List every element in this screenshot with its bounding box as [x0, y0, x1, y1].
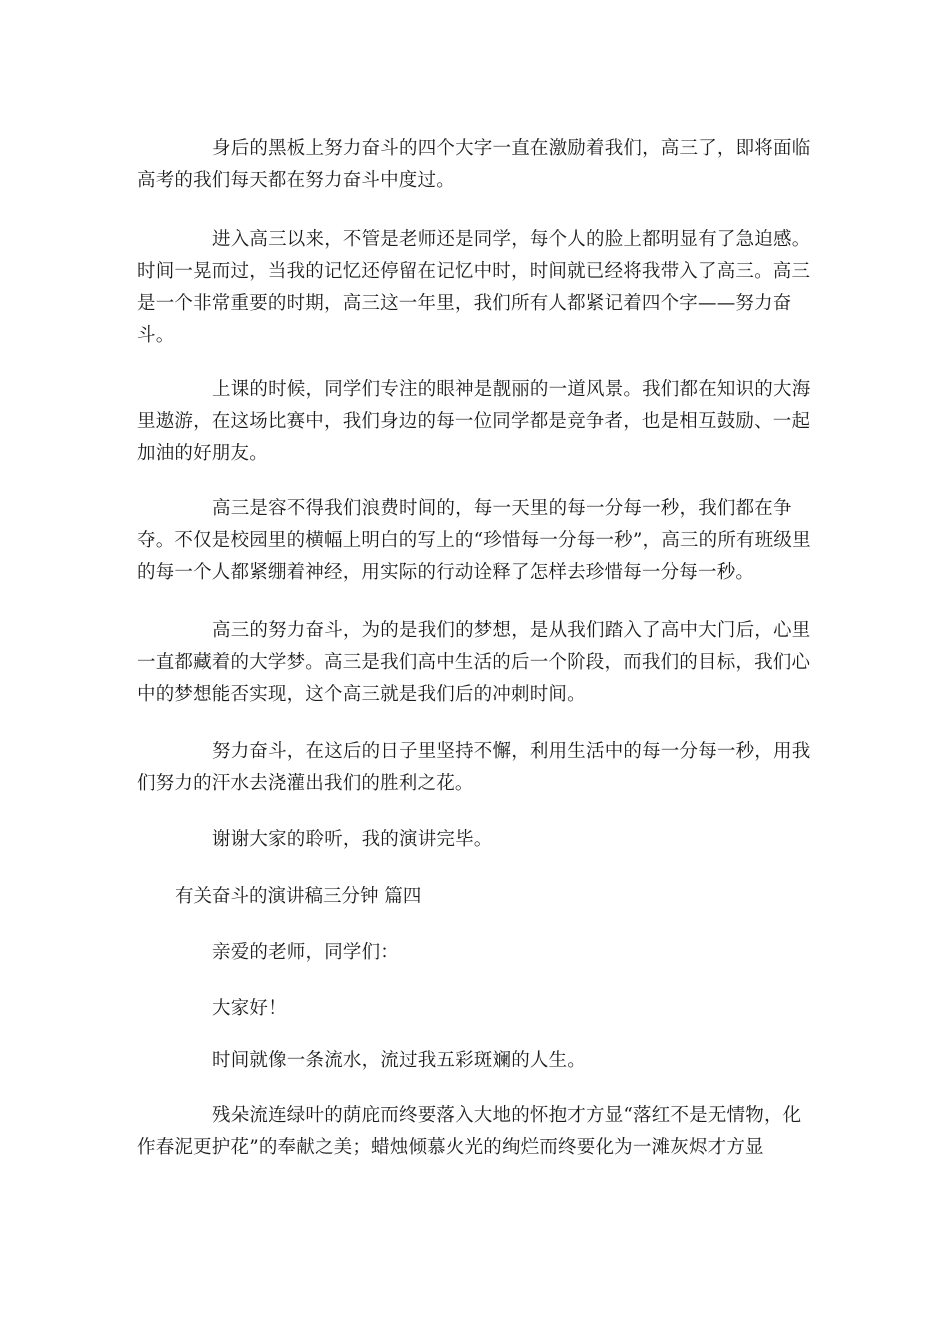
paragraph-2: 进入高三以来，不管是老师还是同学，每个人的脸上都明显有了急迫感。时间一晃而过，当我的记忆还停留在记忆中时，时间就已经将我带入了高三。高三是一个非常重要的时期，高三这一年里，我们所有人都紧记着四个字——努力奋斗。 [137, 229, 811, 346]
section-paragraph-2: 大家好！ [212, 998, 287, 1019]
paragraph-6: 努力奋斗，在这后的日子里坚持不懈，利用生活中的每一分每一秒，用我们努力的汗水去浇灌出我们的胜利之花。 [137, 741, 811, 794]
paragraph-3: 上课的时候，同学们专注的眼神是靓丽的一道风景。我们都在知识的大海里遨游，在这场比赛中，我们身边的每一位同学都是竞争者，也是相互鼓励、一起加油的好朋友。 [137, 379, 811, 464]
section-paragraph-4: 残朵流连绿叶的荫庇而终要落入大地的怀抱才方显“落红不是无情物，化作春泥更护花”的奉献之美；蜡烛倾慕火光的绚烂而终要化为一滩灰烬才方显 [137, 1105, 802, 1158]
paragraph-7: 谢谢大家的聆听，我的演讲完毕。 [212, 829, 493, 850]
paragraph-4: 高三是容不得我们浪费时间的，每一天里的每一分每一秒，我们都在争夺。不仅是校园里的横幅上明白的写上的“珍惜每一分每一秒”，高三的所有班级里的每一个人都紧绷着神经，用实际的行动诠释了怎样去珍惜每一分每一秒。 [137, 498, 811, 583]
section-paragraph-1: 亲爱的老师，同学们： [212, 942, 400, 963]
paragraph-5: 高三的努力奋斗，为的是我们的梦想，是从我们踏入了高中大门后，心里一直都藏着的大学梦。高三是我们高中生活的后一个阶段，而我们的目标，我们心中的梦想能否实现，这个高三就是我们后的冲刺时间。 [137, 620, 811, 705]
section-paragraph-3: 时间就像一条流水，流过我五彩斑斓的人生。 [212, 1050, 587, 1071]
section-heading: 有关奋斗的演讲稿三分钟 篇四 [175, 886, 422, 907]
paragraph-1: 身后的黑板上努力奋斗的四个大字一直在激励着我们，高三了，即将面临高考的我们每天都在努力奋斗中度过。 [137, 138, 811, 191]
